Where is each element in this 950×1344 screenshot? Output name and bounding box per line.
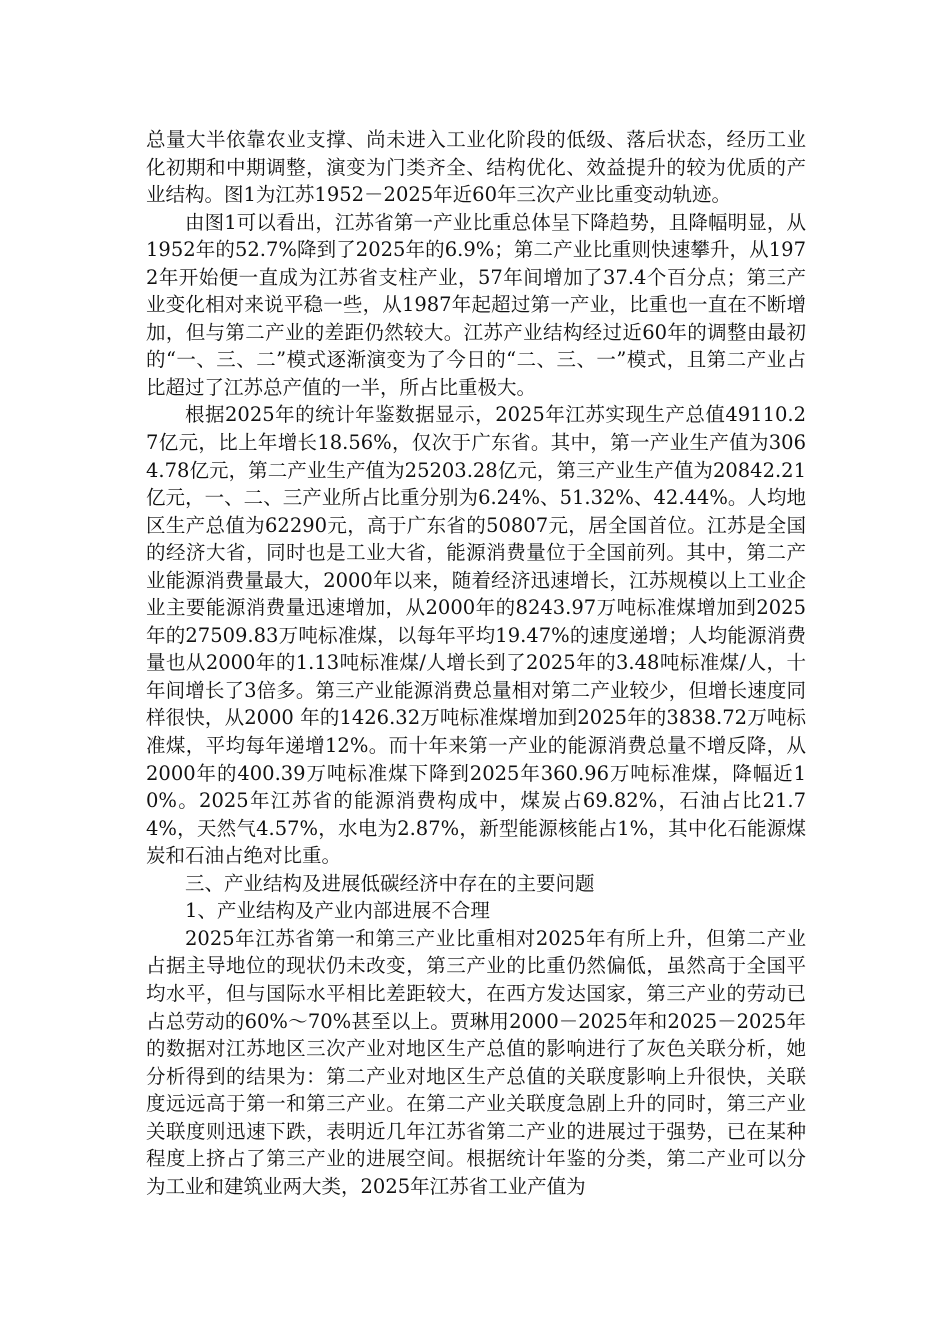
section-heading-main-problems: 三、产业结构及进展低碳经济中存在的主要问题 [185,871,595,895]
body-text [146,126,806,1200]
subsection-heading-structure: 1、产业结构及产业内部进展不合理 [185,899,490,923]
paragraph-figure-analysis: 由图1可以看出，江苏省第一产业比重总体呈下降趋势，且降幅明显，从1952年的52.7%降到了2025年的6.9%；第二产业比重则快速攀升，从1972年开始便一直成为江苏省支柱产业，57年间增加了37.4个百分点；第三产业变化相对来说平稳一些，从1987年起超过第一产业，比重也一直在不断增加，但与第二产业的差距仍然较大。江苏产业结构经过近60年的调整由最初的“一、三、二”模式逐渐演变为了今日的“二、三、一”模式，且第二产业占比超过了江苏总产值的一半，所占比重极大。 [146,210,806,399]
paragraph-intro-continuation: 总量大半依靠农业支撑、尚未进入工业化阶段的低级、落后状态，经历工业化初期和中期调整，演变为门类齐全、结构优化、效益提升的较为优质的产业结构。图1为江苏1952－2025年近60年三次产业比重变动轨迹。 [146,128,806,207]
paragraph-statistics-2025: 根据2025年的统计年鉴数据显示，2025年江苏实现生产总值49110.27亿元，比上年增长18.56%，仅次于广东省。其中，第一产业生产值为3064.78亿元，第二产业生产值为25203.28亿元，第三产业生产值为20842.21亿元，一、二、三产业所占比重分别为6.24%、51.32%、42.44%。人均地区生产总值为62290元，高于广东省的50807元，居全国首位。江苏是全国的经济大省，同时也是工业大省，能源消费量位于全国前列。其中，第二产业能源消费量最大，2000年以来，随着经济迅速增长，江苏规模以上工业企业主要能源消费量迅速增加，从2000年的8243.97万吨标准煤增加到2025年的27509.83万吨标准煤，以每年平均19.47%的速度递增；人均能源消费量也从2000年的1.13吨标准煤/人增长到了2025年的3.48吨标准煤/人，十年间增长了3倍多。第三产业能源消费总量相对第二产业较少，但增长速度同样很快，从2000 年的1426.32万吨标准煤增加到2025年的3838.72万吨标准煤，平均每年递增12%。而十年来第一产业的能源消费总量不增反降，从2000年的400.39万吨标准煤下降到2025年360.96万吨标准煤，降幅近10%。2025年江苏省的能源消费构成中，煤炭占69.82%，石油占比21.74%，天然气4.57%，水电为2.87%，新型能源核能占1%，其中化石能源煤炭和石油占绝对比重。 [146,403,806,868]
paragraph-structure-problems: 2025年江苏省第一和第三产业比重相对2025年有所上升，但第二产业占据主导地位的现状仍未改变，第三产业的比重仍然偏低，虽然高于全国平均水平，但与国际水平相比差距较大，在西方发达国家，第三产业的劳动已占总劳动的60%～70%甚至以上。贾琳用2000－2025年和2025－2025年的数据对江苏地区三次产业对地区生产总值的影响进行了灰色关联分析，她分析得到的结果为：第二产业对地区生产总值的关联度影响上升很快，关联度远远高于第一和第三产业。在第二产业关联度急剧上升的同时，第三产业关联度则迅速下跌，表明近几年江苏省第二产业的进展过于强势，已在某种程度上挤占了第三产业的进展空间。根据统计年鉴的分类，第二产业可以分为工业和建筑业两大类，2025年江苏省工业产值为 [146,926,806,1198]
